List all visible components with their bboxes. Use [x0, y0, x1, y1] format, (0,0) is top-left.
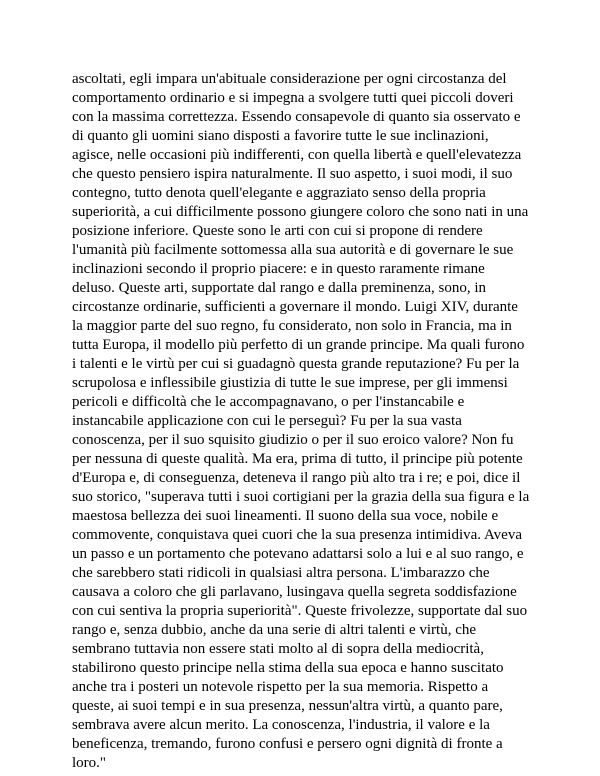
text-line: conoscenza, per il suo squisito giudizio o per il suo eroico valore? Non fu [72, 432, 514, 448]
text-line: pericoli e difficoltà che le accompagnavano, o per l'instancabile e [72, 394, 465, 410]
text-line: stabilirono questo principe nella stima della sua epoca e hanno suscitato [72, 660, 504, 676]
text-line: l'umanità più facilmente sottomessa alla sua autorità e di governare le sue [72, 242, 514, 258]
text-line: causava a coloro che gli parlavano, lusingava quella segreta soddisfazione [72, 584, 517, 600]
text-line: circostanze ordinarie, sufficienti a governare il mondo. Luigi XIV, durante [72, 299, 518, 315]
text-line: inclinazioni secondo il proprio piacere: e in questo raramente rimane [72, 261, 485, 277]
text-line: agisce, nelle occasioni più indifferenti, con quella libertà e quell'elevatezza [72, 147, 522, 163]
text-line: posizione inferiore. Queste sono le arti con cui si propone di rendere [72, 223, 483, 239]
text-line: suo storico, "superava tutti i suoi cortigiani per la grazia della sua figura e la [72, 489, 530, 505]
text-line: di quanto gli uomini siano disposti a favorire tutte le sue inclinazioni, [72, 128, 489, 144]
text-line: i talenti e le virtù per cui si guadagnò questa grande reputazione? Fu per la [72, 356, 520, 372]
text-line: ascoltati, egli impara un'abituale considerazione per ogni circostanza del [72, 71, 507, 87]
text-line: comportamento ordinario e si impegna a svolgere tutti quei piccoli doveri [72, 90, 514, 106]
text-line: superiorità, a cui difficilmente possono giungere coloro che sono nati in una [72, 204, 529, 220]
document-page [72, 70, 532, 773]
text-line: anche tra i posteri un notevole rispetto per la sua memoria. Rispetto a [72, 679, 489, 695]
text-line: queste, ai suoi tempi e in sua presenza, nessun'altra virtù, a quanto pare, [72, 698, 503, 714]
text-line: che questo pensiero ispira naturalmente. Il suo aspetto, i suoi modi, il suo [72, 166, 513, 182]
text-line: un passo e un portamento che potevano adattarsi solo a lui e al suo rango, e [72, 546, 524, 562]
text-line: deluso. Queste arti, supportate dal rango e dalla preminenza, sono, in [72, 280, 487, 296]
text-line: rango e, senza dubbio, anche da una serie di altri talenti e virtù, che [72, 622, 477, 638]
text-line: sembrano tuttavia non essere stati molto al di sopra della mediocrità, [72, 641, 484, 657]
text-line: contegno, tutto denota quell'elegante e aggraziato senso della propria [72, 185, 486, 201]
text-line: commovente, conquistava quei cuori che la sua presenza intimidiva. Aveva [72, 527, 522, 543]
text-line: d'Europa e, di conseguenza, deteneva il rango più alto tra i re; e poi, dice il [72, 470, 521, 486]
text-line: scrupolosa e inflessibile giustizia di tutte le sue imprese, per gli immensi [72, 375, 508, 391]
text-line: instancabile applicazione con cui le perseguì? Fu per la sua vasta [72, 413, 462, 429]
text-line: sembrava avere alcun merito. La conoscenza, l'industria, il valore e la [72, 717, 490, 733]
text-line: la maggior parte del suo regno, fu considerato, non solo in Francia, ma in [72, 318, 512, 334]
text-line: tutta Europa, il modello più perfetto di un grande principe. Ma quali furono [72, 337, 525, 353]
text-line: per nessuna di queste qualità. Ma era, prima di tutto, il principe più potente [72, 451, 523, 467]
text-line: beneficenza, tremando, furono confusi e persero ogni dignità di fronte a [72, 736, 503, 752]
text-line: loro." [72, 755, 107, 771]
body-paragraph [72, 70, 532, 773]
text-line: che sarebbero stati ridicoli in qualsiasi altra persona. L'imbarazzo che [72, 565, 490, 581]
text-line: con la massima correttezza. Essendo consapevole di quanto sia osservato e [72, 109, 521, 125]
text-line: con cui sentiva la propria superiorità". Queste frivolezze, supportate dal suo [72, 603, 528, 619]
text-line: maestosa bellezza dei suoi lineamenti. Il suono della sua voce, nobile e [72, 508, 499, 524]
